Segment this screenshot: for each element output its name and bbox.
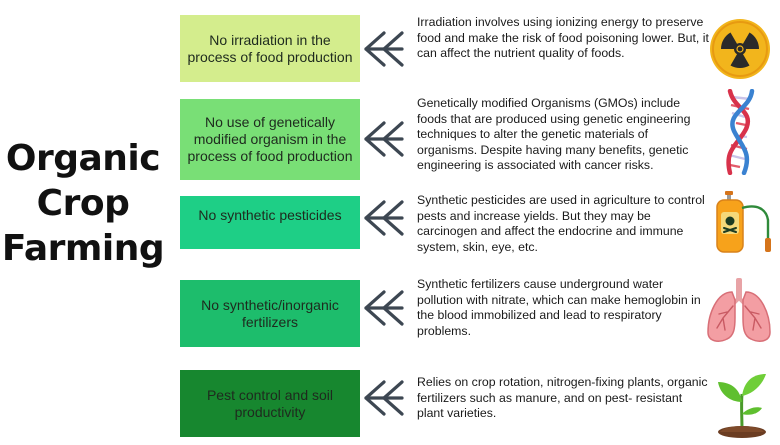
radiation-icon — [708, 17, 772, 81]
row-label: No irradiation in the process of food production — [187, 31, 353, 65]
dna-icon — [716, 89, 764, 175]
row-label-box — [180, 370, 360, 437]
row-label-box — [180, 196, 360, 249]
row-label-box — [180, 15, 360, 82]
diagram-title — [0, 136, 166, 271]
lungs-icon — [705, 276, 773, 346]
row-description: Synthetic pesticides are used in agriculture to control pests and increase yields. But they may be carcinogen and affect the endocrine and immune system, skin, eye, etc. — [417, 193, 705, 254]
row-description: Synthetic fertilizers cause underground water pollution with nitrate, which can make hemoglobin in the blood immobilized and lead to respiratory problems. — [417, 277, 701, 338]
row-label: No synthetic pesticides — [198, 207, 342, 223]
title-line-2: Crop — [36, 183, 130, 224]
title-line-1: Organic — [5, 138, 161, 179]
row-label: No synthetic/inorganic fertilizers — [201, 296, 339, 330]
branch-arrow-icon — [362, 27, 406, 71]
row-label-box — [180, 280, 360, 347]
branch-arrow-icon — [362, 376, 406, 420]
branch-arrow-icon — [362, 196, 406, 240]
branch-arrow-icon — [362, 117, 406, 161]
title-line-3: Farming — [1, 228, 165, 269]
row-description: Genetically modified Organisms (GMOs) include foods that are produced using genetic engineering techniques to alter the genetic materials of organisms. Despite having many benefits, genetic engineering is associated with cancer risks. — [417, 96, 691, 173]
row-description: Relies on crop rotation, nitrogen-fixing plants, organic fertilizers such as manure, and on pest- resistant plant varieties. — [417, 375, 708, 421]
branch-arrow-icon — [362, 286, 406, 330]
row-label-box — [180, 99, 360, 180]
row-label: Pest control and soil productivity — [206, 386, 334, 420]
row-description: Irradiation involves using ionizing energy to preserve food and make the risk of food poisoning lower. But, it can affect the nutrient quality of foods. — [417, 15, 709, 61]
seedling-icon — [714, 372, 770, 438]
pesticide-sprayer-icon — [716, 190, 776, 254]
row-label: No use of genetically modified organism in the process of food production — [187, 114, 353, 164]
